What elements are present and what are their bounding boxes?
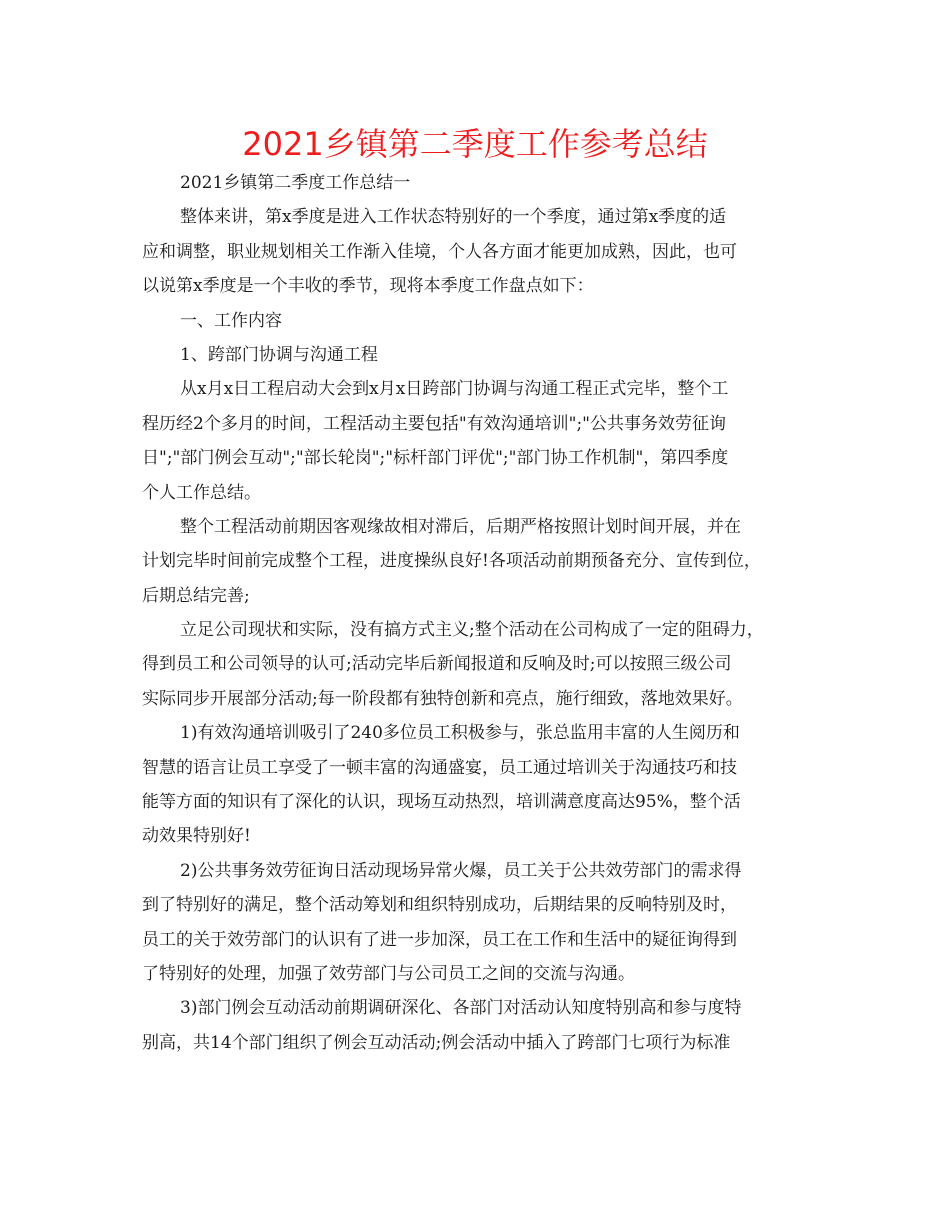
text-line: 立足公司现状和实际，没有搞方式主义;整个活动在公司构成了一定的阻碍力， [180, 620, 764, 641]
text-line: 1、跨部门协调与沟通工程 [180, 344, 378, 365]
text-line: 整体来讲，第x季度是进入工作状态特别好的一个季度，通过第x季度的适 [180, 207, 727, 228]
text-line: 智慧的语言让员工享受了一顿丰富的沟通盛宴，员工通过培训关于沟通技巧和技 [142, 757, 737, 778]
text-line: 2021乡镇第二季度工作总结一 [180, 173, 411, 193]
text-line: 能等方面的知识有了深化的认识，现场互动热烈，培训满意度高达95%，整个活 [142, 792, 741, 813]
document-body [142, 166, 822, 1060]
text-line: 应和调整，职业规划相关工作渐入佳境，个人各方面才能更加成熟，因此，也可 [142, 241, 737, 262]
document-title: 2021乡镇第二季度工作参考总结 [242, 125, 708, 163]
text-line: 动效果特别好! [142, 826, 251, 847]
text-line: 2)公共事务效劳征询日活动现场异常火爆，员工关于公共效劳部门的需求得 [180, 860, 742, 881]
text-line: 实际同步开展部分活动;每一阶段都有独特创新和亮点，施行细致，落地效果好。 [142, 688, 743, 709]
text-line: 别高，共14个部门组织了例会互动活动;例会活动中插入了跨部门七项行为标准 [142, 1032, 731, 1053]
text-line: 一、工作内容 [180, 310, 282, 331]
text-line: 从x月x日工程启动大会到x月x日跨部门协调与沟通工程正式完毕，整个工 [180, 379, 729, 400]
text-line: 员工的关于效劳部门的认识有了进一步加深，员工在工作和生活中的疑征询得到 [142, 929, 737, 950]
text-line: 了特别好的处理，加强了效劳部门与公司员工之间的交流与沟通。 [142, 963, 635, 984]
text-line: 计划完毕时间前完成整个工程，进度操纵良好!各项活动前期预备充分、宣传到位， [142, 551, 761, 572]
text-line: 3)部门例会互动活动前期调研深化、各部门对活动认知度特别高和参与度特 [180, 998, 742, 1019]
text-line: 得到员工和公司领导的认可;活动完毕后新闻报道和反响及时;可以按照三级公司 [142, 654, 732, 675]
text-line: 个人工作总结。 [142, 482, 261, 503]
text-line: 以说第x季度是一个丰收的季节，现将本季度工作盘点如下： [142, 276, 594, 297]
text-line: 整个工程活动前期因客观缘故相对滞后，后期严格按照计划时间开展，并在 [180, 516, 741, 537]
text-line: 到了特别好的满足，整个活动筹划和组织特别成功，后期结果的反响特别及时， [142, 895, 737, 916]
text-line: 后期总结完善; [142, 585, 250, 606]
text-line: 1)有效沟通培训吸引了240多位员工积极参与，张总监用丰富的人生阅历和 [180, 723, 740, 744]
text-line: 程历经2个多月的时间，工程活动主要包括"有效沟通培训";"公共事务效劳征询 [142, 413, 726, 434]
text-line: 日";"部门例会互动";"部长轮岗";"标杆部门评优";"部门协工作机制"，第四季度 [142, 448, 729, 469]
